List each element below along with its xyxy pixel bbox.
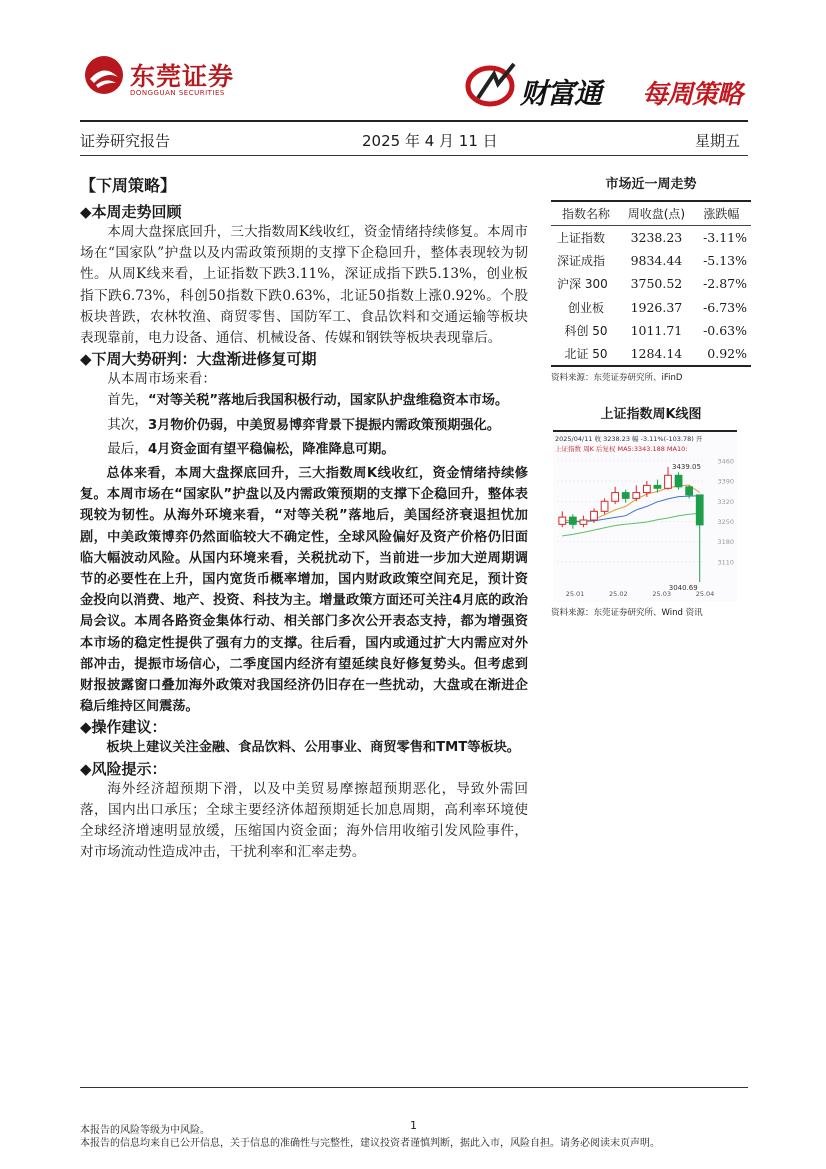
x-tick-label: 25.03 [652, 590, 671, 598]
footer-risk-level: 本报告的风险等级为中风险。 [80, 1125, 210, 1136]
cell-change: -3.11% [703, 229, 747, 245]
point-1-lead: 首先， [107, 392, 148, 409]
candle-body [559, 517, 566, 524]
candle-body [665, 475, 672, 488]
table-row [551, 343, 751, 367]
kline-chart [553, 430, 737, 602]
candle-body [612, 493, 619, 502]
brand-name: 财富通 [520, 77, 602, 110]
kline-chart-svg [553, 432, 737, 602]
candle-body [633, 493, 640, 499]
risk-paragraph: 海外经济超预期下滑，以及中美贸易摩擦超预期恶化，导致外需回落，国内出口承压；全球主要经济体超预期延长加息周期，高利率环境使全球经济增速明显放缓，压缩国内资金面；海外信用收缩引发风险事件，对市场流动性造成冲击，干扰利率和汇率走势。 [80, 780, 528, 861]
candle-body [643, 485, 650, 492]
candle-body [686, 487, 693, 495]
x-tick-label: 25.01 [565, 590, 585, 598]
report-date: 2025 年 4 月 11 日 [362, 132, 498, 150]
cell-change: -6.73% [703, 299, 747, 315]
market-weekly-table [551, 200, 751, 367]
advice-paragraph: 板块上建议关注金融、食品饮料、公用事业、商贸零售和TMT等板块。 [106, 740, 520, 756]
ma-line-1 [562, 496, 699, 523]
candle-body [622, 493, 629, 499]
chart-info-line: 2025/04/11 收 3238.23 幅 -3.11%(-103.78) 开 [555, 435, 703, 443]
section-heading-risk: ◆风险提示： [80, 759, 167, 778]
cell-name: 科创 50 [564, 324, 608, 339]
logo-name-cn: 东莞证券 [130, 62, 235, 91]
main-column [80, 176, 528, 863]
table-row [551, 296, 751, 320]
table-source: 资料来源：东莞证券研究所、iFinD [551, 373, 683, 383]
section-heading-review: ◆本周走势回顾 [80, 203, 182, 221]
table-row [551, 249, 751, 273]
candle-body [601, 501, 608, 511]
report-type: 证券研究报告 [80, 132, 171, 150]
cell-name: 创业板 [568, 300, 605, 315]
y-tick-label: 3460 [717, 457, 734, 466]
footer-disclaimer: 本报告的信息均来自已公开信息，关于信息的准确性与完整性，建议投资者谨慎判断，据此入市，风险自担。请务必阅读末页声明。 [80, 1138, 660, 1149]
cell-change: -0.63% [703, 323, 747, 339]
cell-change: 0.92% [692, 343, 751, 367]
candle-body [675, 475, 682, 487]
table-header-row [551, 201, 751, 225]
cell-change: -2.87% [703, 276, 747, 292]
table-row [551, 225, 751, 249]
report-weekday: 星期五 [695, 132, 741, 150]
review-paragraph: 本周大盘探底回升，三大指数周K线收红，资金情绪持续修复。本周市场在“国家队”护盘以及内需政策预期的支撑下企稳回升，整体表现较为韧性。从周K线来看，上证指数下跌3.11%，深证成指下跌5.13%，创业板指下跌6.73%，科创50指数下跌0.63%，北证50指数上涨0.92%。个股板块普跌，农林牧渔、商贸零售、国防军工、食品饮料和交通运输等板块表现靠前，电力设备、通信、机械设备、传媒和钢铁等板块表现靠后。 [80, 224, 528, 347]
candle-body [696, 495, 703, 525]
candle-body [580, 520, 587, 524]
y-tick-label: 3250 [717, 517, 734, 526]
page-title: 【下周策略】 [80, 176, 177, 195]
point-1-text: “对等关税”落地后我国积极行动，国家队护盘维稳资本市场。 [147, 393, 509, 409]
y-tick-label: 3110 [717, 558, 734, 567]
page-number: 1 [410, 1119, 417, 1132]
y-tick-label: 3180 [717, 538, 734, 547]
cell-name: 沪深 300 [557, 277, 608, 292]
outlook-point-1 [80, 390, 528, 411]
x-tick-label: 25.02 [609, 590, 628, 598]
cell-close: 1284.14 [621, 343, 692, 367]
col-index-name: 指数名称 [551, 201, 621, 225]
candle-body [654, 485, 661, 488]
x-tick-label: 25.04 [695, 590, 715, 598]
outlook-summary: 总体来看，本周大盘探底回升，三大指数周K线收红，资金情绪持续修复。本周市场在“国家队”护盘以及内需政策预期的支撑下企稳回升，整体表现较为韧性。从海外环境来看，“对等关税”落地后，美国经济衰退担忧加剧，中美政策博弈仍然面临较大不确定性，全球风险偏好及资产价格仍旧面临大幅波动风险。从国内环境来看，关税扰动下，当前进一步加大逆周期调节的必要性在上升，国内宽货币概率增加，国内财政政策空间充足，预计资金投向以消费、地产、投资、科技为主。增量政策方面还可关注4月底的政治局会议。本周各路资金集体行动、相关部门多次公开表态支持，都为增强资本市场的稳定性提供了强有力的支撑。往后看，国内或通过扩大内需应对外部冲击，提振市场信心，二季度国内经济有望延续良好修复势头。但考虑到财报披露窗口叠加海外政策对我国经济仍旧存在一些扰动，大盘或在渐进企稳后维持区间震荡。 [80, 466, 528, 715]
cell-name: 上证指数 [557, 230, 606, 245]
point-2-text: 3月物价仍弱，中美贸易博弈背景下提振内需政策预期强化。 [147, 417, 501, 433]
kline-chart-title: 上证指数周K线图 [600, 407, 702, 422]
section-heading-outlook: ◆下周大势研判：大盘渐进修复可期 [80, 350, 317, 369]
y-tick-label: 3320 [717, 497, 734, 506]
point-3-text: 4月资金面有望平稳偏松，降准降息可期。 [147, 441, 395, 457]
candle-body [591, 511, 598, 520]
cell-change: -5.13% [703, 252, 747, 268]
section-heading-advice: ◆操作建议： [80, 718, 167, 737]
point-2-lead: 其次， [107, 416, 148, 433]
brand-swoosh-icon [464, 58, 524, 114]
footer-divider [80, 1087, 748, 1088]
chart-legend-line: 上证指数 周K 后复权 MA5:3343.188 MA10: [555, 445, 688, 453]
dongguan-securities-logo [84, 55, 244, 101]
outlook-point-2 [80, 415, 528, 436]
point-3-lead: 最后， [107, 440, 148, 457]
table-row [551, 272, 751, 296]
chart-source: 资料来源：东莞证券研究所、Wind 资讯 [551, 608, 703, 618]
market-table-title: 市场近一周走势 [605, 177, 697, 192]
cell-close: 1926.37 [630, 299, 683, 315]
annotation-high: 3439.05 [672, 462, 701, 471]
outlook-point-3 [80, 439, 528, 460]
cell-close: 3750.52 [630, 276, 683, 292]
logo-mark-icon [84, 55, 124, 95]
weekly-strategy-brand [464, 58, 746, 114]
table-row [551, 319, 751, 343]
cell-close: 3238.23 [630, 229, 683, 245]
side-column [551, 176, 751, 619]
outlook-intro: 从本周市场来看： [107, 371, 216, 388]
cell-close: 9834.44 [630, 252, 683, 268]
candle-body [569, 517, 576, 524]
y-tick-label: 3390 [717, 477, 734, 486]
col-weekly-close: 周收盘(点) [621, 201, 692, 225]
cell-name: 北证 50 [551, 343, 621, 367]
annotation-low: 3040.69 [668, 583, 698, 592]
header-divider [80, 120, 748, 122]
logo-name-en: DONGGUAN SECURITIES [130, 89, 225, 97]
cell-close: 1011.71 [630, 323, 683, 339]
header-divider-bottom [80, 155, 748, 156]
cell-name: 深证成指 [557, 253, 606, 268]
col-change: 涨跌幅 [692, 201, 751, 225]
brand-strategy: 每周策略 [642, 80, 743, 110]
